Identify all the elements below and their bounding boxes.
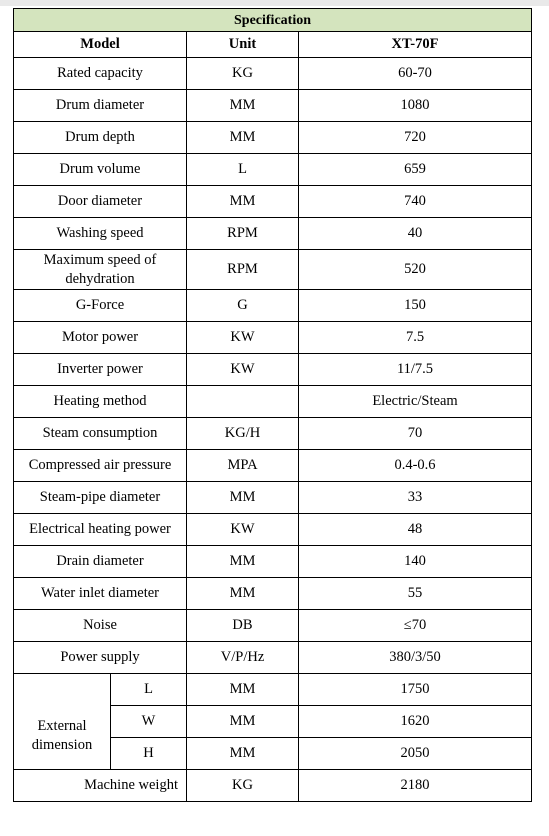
row-value: 520 xyxy=(299,250,532,290)
row-label: Drum depth xyxy=(14,122,187,154)
row-value: 0.4-0.6 xyxy=(299,450,532,482)
row-label: Drain diameter xyxy=(14,546,187,578)
table-title-row xyxy=(14,9,532,32)
row-label: Drum diameter xyxy=(14,90,187,122)
header-unit: Unit xyxy=(187,32,299,58)
row-unit: MM xyxy=(187,578,299,610)
row-value: 11/7.5 xyxy=(299,354,532,386)
row-unit: G xyxy=(187,290,299,322)
row-label: Electrical heating power xyxy=(14,514,187,546)
row-label: Steam-pipe diameter xyxy=(14,482,187,514)
table-row xyxy=(14,450,532,482)
row-label: Power supply xyxy=(14,642,187,674)
row-label: Washing speed xyxy=(14,218,187,250)
external-sub-label: L xyxy=(111,674,187,706)
row-unit: MM xyxy=(187,674,299,706)
row-unit: L xyxy=(187,154,299,186)
row-value: 150 xyxy=(299,290,532,322)
row-unit: MM xyxy=(187,90,299,122)
row-value: 740 xyxy=(299,186,532,218)
table-row xyxy=(14,186,532,218)
row-label: Maximum speed of dehydration xyxy=(14,250,187,290)
row-value: 2050 xyxy=(299,738,532,770)
row-value: 48 xyxy=(299,514,532,546)
row-value: 40 xyxy=(299,218,532,250)
table-row xyxy=(14,122,532,154)
table-row xyxy=(14,58,532,90)
row-label: G-Force xyxy=(14,290,187,322)
row-value: 2180 xyxy=(299,770,532,802)
table-row xyxy=(14,250,532,290)
row-unit: KW xyxy=(187,322,299,354)
table-row xyxy=(14,578,532,610)
header-model-value: XT-70F xyxy=(299,32,532,58)
row-unit: KG/H xyxy=(187,418,299,450)
table-row xyxy=(14,610,532,642)
row-unit: KG xyxy=(187,58,299,90)
table-row xyxy=(14,290,532,322)
header-model: Model xyxy=(14,32,187,58)
table-row xyxy=(14,418,532,450)
row-label: Door diameter xyxy=(14,186,187,218)
row-unit: DB xyxy=(187,610,299,642)
external-dimension-label: External dimension xyxy=(14,674,111,770)
row-unit: MM xyxy=(187,482,299,514)
table-row xyxy=(14,482,532,514)
row-label: Inverter power xyxy=(14,354,187,386)
row-unit: MM xyxy=(187,706,299,738)
row-value: Electric/Steam xyxy=(299,386,532,418)
row-unit: KW xyxy=(187,354,299,386)
table-row xyxy=(14,218,532,250)
row-unit: MPA xyxy=(187,450,299,482)
row-unit: RPM xyxy=(187,250,299,290)
row-unit: KG xyxy=(187,770,299,802)
row-value: ≤70 xyxy=(299,610,532,642)
row-value: 1080 xyxy=(299,90,532,122)
row-label: Machine weight xyxy=(14,770,187,802)
row-value: 140 xyxy=(299,546,532,578)
row-unit: V/P/Hz xyxy=(187,642,299,674)
row-unit: MM xyxy=(187,186,299,218)
row-unit: MM xyxy=(187,122,299,154)
table-row-weight xyxy=(14,770,532,802)
row-unit: MM xyxy=(187,546,299,578)
row-value: 70 xyxy=(299,418,532,450)
row-label: Drum volume xyxy=(14,154,187,186)
table-row xyxy=(14,154,532,186)
row-value: 33 xyxy=(299,482,532,514)
row-label: Noise xyxy=(14,610,187,642)
table-row xyxy=(14,514,532,546)
row-label: Motor power xyxy=(14,322,187,354)
table-row xyxy=(14,354,532,386)
row-label: Steam consumption xyxy=(14,418,187,450)
row-value: 1750 xyxy=(299,674,532,706)
row-unit xyxy=(187,386,299,418)
table-row xyxy=(14,90,532,122)
row-value: 720 xyxy=(299,122,532,154)
row-value: 380/3/50 xyxy=(299,642,532,674)
external-sub-label: W xyxy=(111,706,187,738)
row-label: Compressed air pressure xyxy=(14,450,187,482)
row-unit: MM xyxy=(187,738,299,770)
table-title: Specification xyxy=(14,9,532,32)
row-value: 1620 xyxy=(299,706,532,738)
table-row xyxy=(14,386,532,418)
spec-table xyxy=(13,8,532,802)
top-strip xyxy=(0,0,549,6)
row-label: Heating method xyxy=(14,386,187,418)
row-label: Water inlet diameter xyxy=(14,578,187,610)
external-sub-label: H xyxy=(111,738,187,770)
column-header-row xyxy=(14,32,532,58)
row-label: Rated capacity xyxy=(14,58,187,90)
table-row xyxy=(14,642,532,674)
row-value: 55 xyxy=(299,578,532,610)
row-value: 659 xyxy=(299,154,532,186)
table-row xyxy=(14,546,532,578)
row-unit: RPM xyxy=(187,218,299,250)
row-value: 60-70 xyxy=(299,58,532,90)
table-row xyxy=(14,322,532,354)
table-row-external xyxy=(14,674,532,706)
row-unit: KW xyxy=(187,514,299,546)
row-value: 7.5 xyxy=(299,322,532,354)
